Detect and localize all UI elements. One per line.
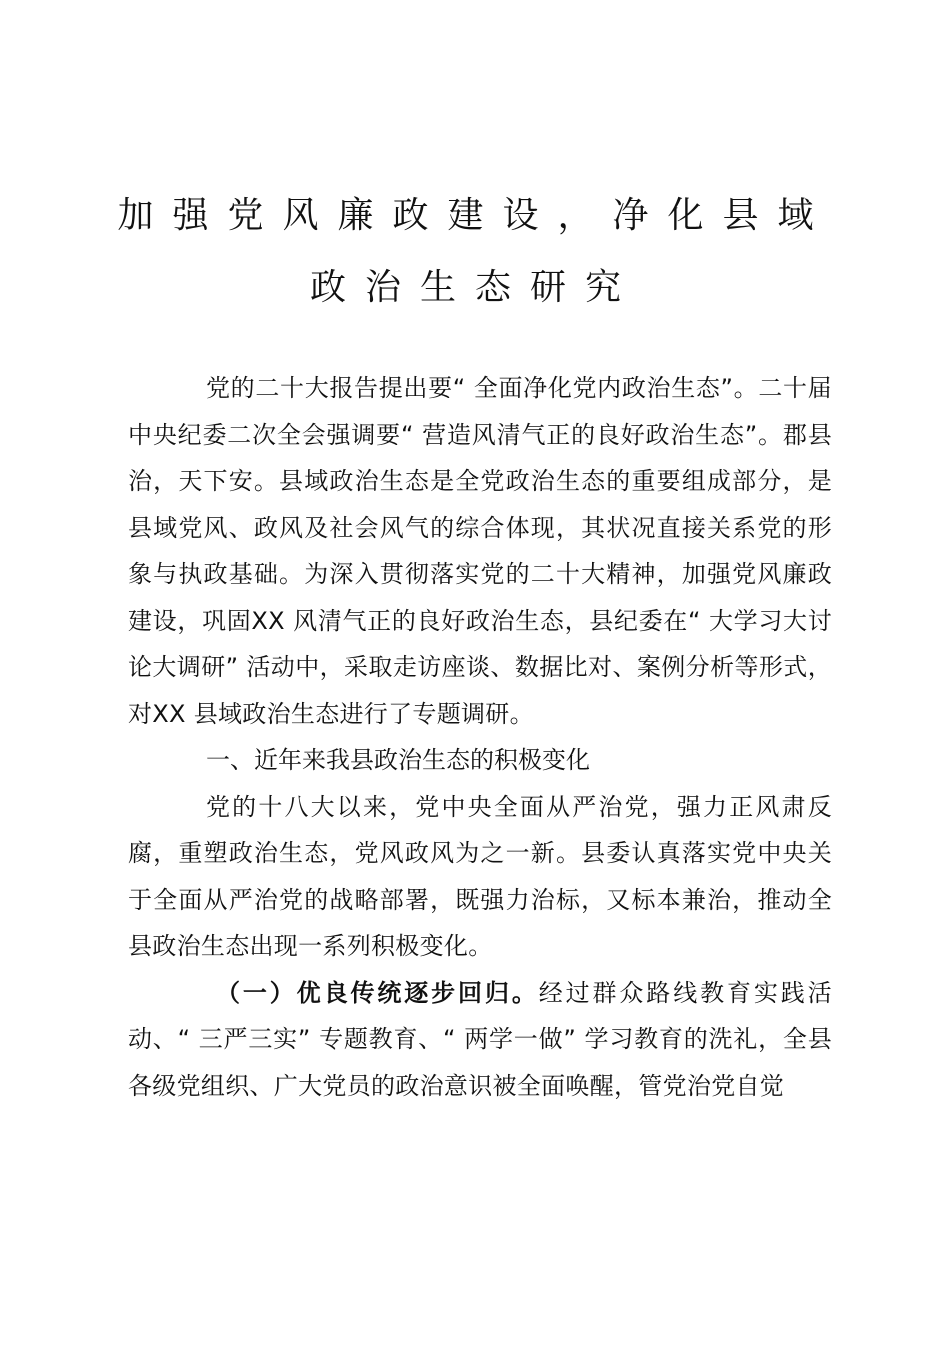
document-title-line-1: 加强党风廉政建设，净化县域	[117, 195, 833, 236]
document-body	[128, 365, 832, 1109]
section-1-heading: 一、近年来我县政治生态的积极变化	[206, 746, 590, 774]
document-title-line-2: 政治生态研究	[309, 267, 640, 308]
intro-paragraph: 党的二十大报告提出要“ 全面净化党内政治生态”。二十届中央纪委二次全会强调要“ 营造风清气正的良好政治生态”。郡县治，天下安。县域政治生态是全党政治生态的重要组成部分，是县域党风、政风及社会风气的综合体现，其状况直接关系党的形象与执政基础。为深入贯彻落实党的二十大精神，加强党风廉政建设，巩固XX 风清气正的良好政治生态，县纪委在“ 大学习大讨论大调研” 活动中，采取走访座谈、数据比对、案例分析等形式，对XX 县域政治生态进行了专题调研。	[128, 374, 832, 728]
section-1-paragraph: 党的十八大以来，党中央全面从严治党，强力正风肃反腐，重塑政治生态，党风政风为之一新。县委认真落实党中央关于全面从严治党的战略部署，既强力治标，又标本兼治，推动全县政治生态出现一系列积极变化。	[128, 792, 832, 960]
subsection-1-lead: （一）优良传统逐步回归。	[216, 978, 539, 1007]
subsection-1-body: 经过群众路线教育实践活动、“ 三严三实” 专题教育、“ 两学一做” 学习教育的洗礼，全县各级党组织、广大党员的政治意识被全面唤醒，管党治党自觉	[128, 978, 832, 1100]
subsection-1-paragraph	[128, 970, 832, 1110]
